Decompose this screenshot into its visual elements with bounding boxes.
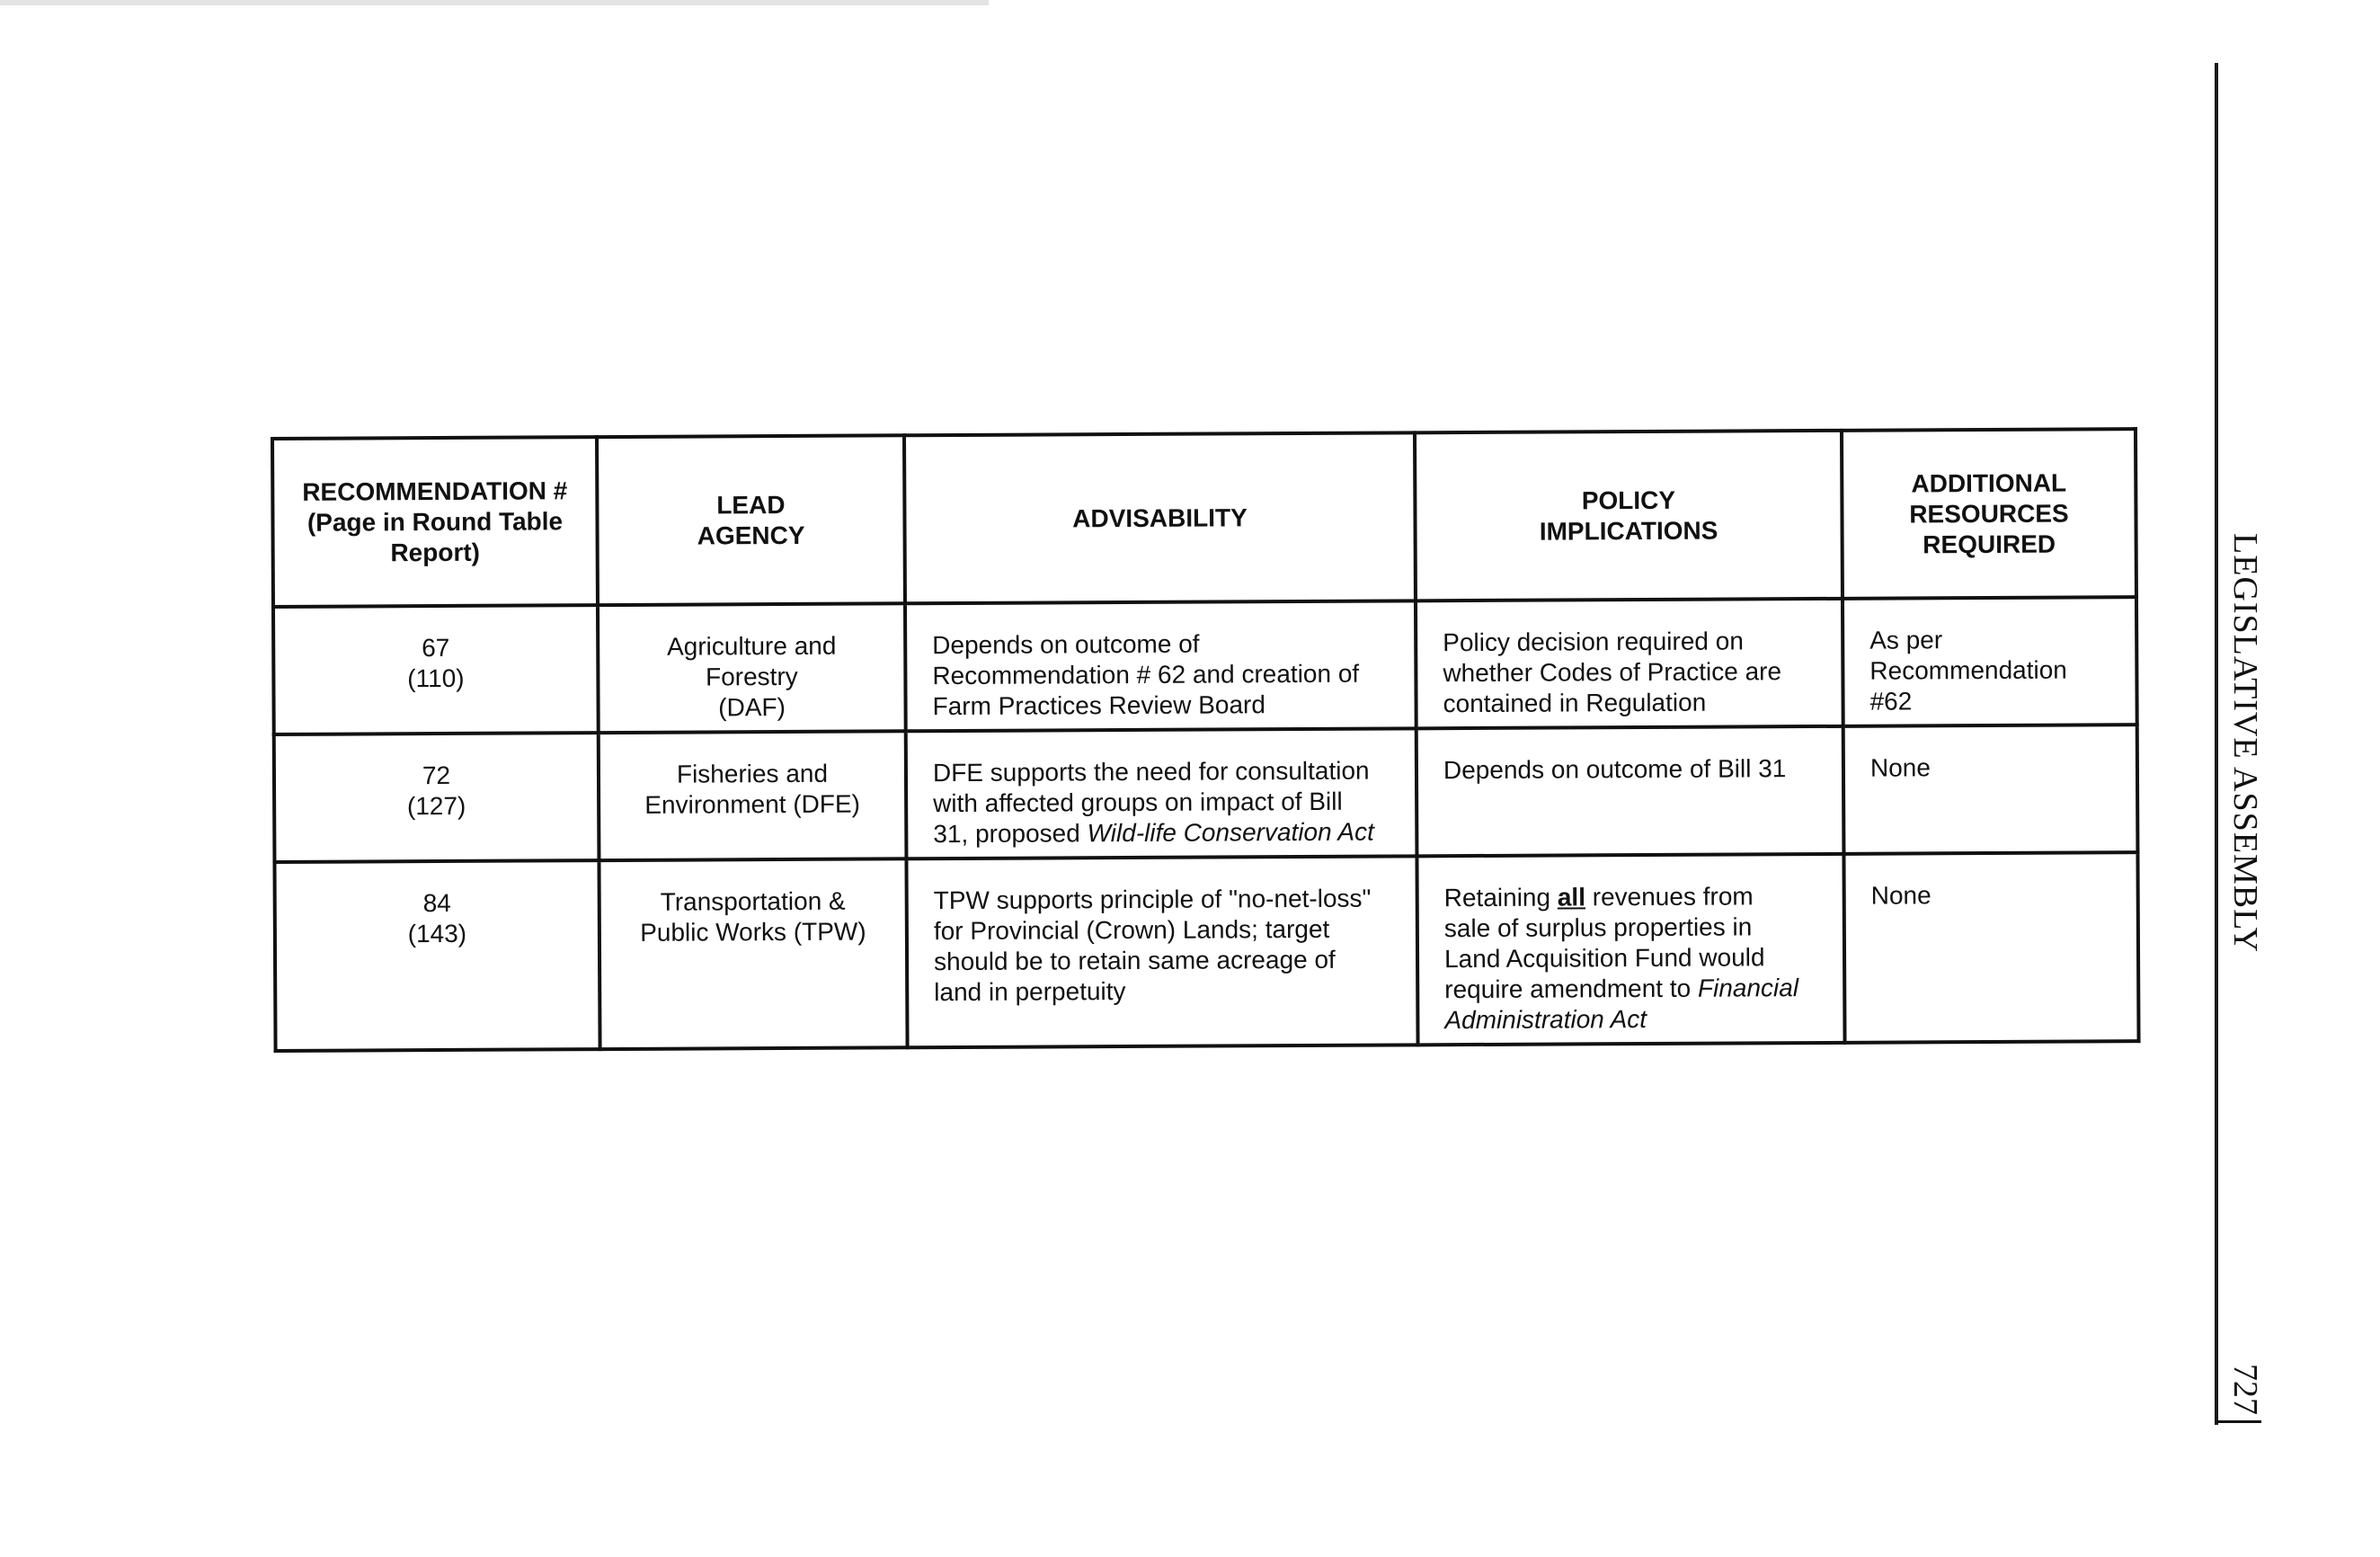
page-number-rule — [2216, 1420, 2261, 1423]
text-run: require amendment to — [1444, 974, 1699, 1004]
page-number — [2218, 1356, 2272, 1422]
act-title: Wild-life Conservation Act — [1087, 817, 1374, 848]
act-title: Administration Act — [1444, 1004, 1647, 1035]
cell-advisability — [905, 601, 1416, 731]
header-line: Report) — [390, 538, 481, 566]
cell-lead-agency — [599, 731, 907, 860]
cell-recommendation — [273, 605, 599, 734]
cell-line: TPW supports principle of "no-net-loss" — [933, 884, 1372, 915]
cell-line: (143) — [407, 919, 467, 948]
header-line: RECOMMENDATION # — [302, 476, 568, 506]
cell-policy-implications — [1416, 599, 1843, 728]
cell-line: sale of surplus properties in — [1443, 912, 1753, 943]
cell-line: (DAF) — [718, 693, 786, 722]
header-additional-resources — [1842, 429, 2136, 599]
table-row — [274, 725, 2138, 862]
cell-line: should be to retain same acreage of — [933, 945, 1336, 976]
cell-line: (127) — [406, 791, 466, 821]
cell-policy-implications — [1416, 854, 1844, 1045]
cell-line: with affected groups on impact of Bill — [933, 787, 1343, 818]
cell-line: Fisheries and — [676, 759, 829, 788]
cell-line — [933, 816, 1390, 850]
header-line: RESOURCES — [1909, 499, 2069, 528]
cell-line: Depends on outcome of — [932, 629, 1200, 660]
emphasis-word: all — [1557, 883, 1586, 912]
header-line: ADDITIONAL — [1911, 468, 2067, 497]
cell-line: Forestry — [705, 662, 798, 691]
cell-line: contained in Regulation — [1443, 688, 1707, 718]
header-line: IMPLICATIONS — [1539, 516, 1718, 546]
header-line: POLICY — [1581, 485, 1676, 514]
cell-line: As per — [1869, 626, 1943, 654]
cell-line: 67 — [422, 633, 450, 663]
cell-line: land in perpetuity — [934, 977, 1126, 1007]
cell-line: Transportation & — [660, 886, 846, 916]
cell-recommendation — [274, 860, 599, 1051]
cell-recommendation — [274, 733, 599, 862]
cell-line: whether Codes of Practice are — [1443, 657, 1782, 688]
cell-line: Farm Practices Review Board — [932, 690, 1265, 721]
cell-lead-agency — [598, 603, 906, 733]
cell-advisability — [906, 728, 1417, 859]
text-run: revenues from — [1585, 882, 1754, 912]
cell-line: None — [1870, 881, 1932, 910]
cell-lead-agency — [599, 859, 907, 1049]
cell-line: DFE supports the need for consultation — [932, 756, 1370, 787]
scan-edge-strip — [0, 0, 989, 5]
page-number-text: 727 — [2226, 1363, 2264, 1415]
cell-line: #62 — [1869, 687, 1913, 716]
header-recommendation — [272, 437, 598, 607]
text-run: 31, proposed — [933, 819, 1088, 849]
cell-line — [1444, 881, 1817, 913]
header-line: LEAD — [716, 490, 786, 519]
table-row — [273, 597, 2137, 734]
header-policy-implications — [1415, 431, 1843, 601]
cell-line: Environment (DFE) — [644, 789, 861, 819]
cell-line: Public Works (TPW) — [640, 917, 866, 947]
cell-line: 72 — [422, 761, 451, 790]
cell-line: None — [1869, 753, 1931, 782]
cell-line: Agriculture and — [666, 631, 837, 661]
header-line: (Page in Round Table — [306, 506, 564, 537]
cell-additional-resources — [1843, 725, 2138, 854]
act-title: Financial — [1697, 974, 1799, 1002]
recommendations-table — [271, 427, 2141, 1053]
cell-line — [1444, 973, 1817, 1005]
header-line: REQUIRED — [1923, 529, 2056, 558]
running-header-text: LEGISLATIVE ASSEMBLY — [2226, 532, 2264, 953]
header-advisability — [904, 432, 1416, 603]
cell-advisability — [906, 856, 1417, 1047]
cell-line: for Provincial (Crown) Lands; target — [933, 914, 1330, 946]
cell-line: 84 — [422, 888, 451, 918]
cell-line: Land Acquisition Fund would — [1443, 943, 1765, 974]
running-header — [2218, 500, 2272, 985]
cell-line: Policy decision required on — [1443, 627, 1744, 657]
header-lead-agency — [597, 435, 905, 605]
cell-line: (110) — [407, 663, 465, 693]
table-header-row — [272, 429, 2136, 607]
cell-additional-resources — [1843, 852, 2138, 1043]
header-line: ADVISABILITY — [1072, 503, 1248, 532]
table-row — [274, 852, 2138, 1051]
cell-line: Recommendation # 62 and creation of — [932, 659, 1360, 690]
cell-additional-resources — [1843, 597, 2137, 726]
cell-line: Recommendation — [1869, 655, 2067, 685]
cell-policy-implications — [1416, 726, 1844, 856]
header-line: AGENCY — [697, 520, 805, 550]
text-run: Retaining — [1443, 883, 1558, 912]
cell-line: Depends on outcome of Bill 31 — [1443, 754, 1787, 785]
